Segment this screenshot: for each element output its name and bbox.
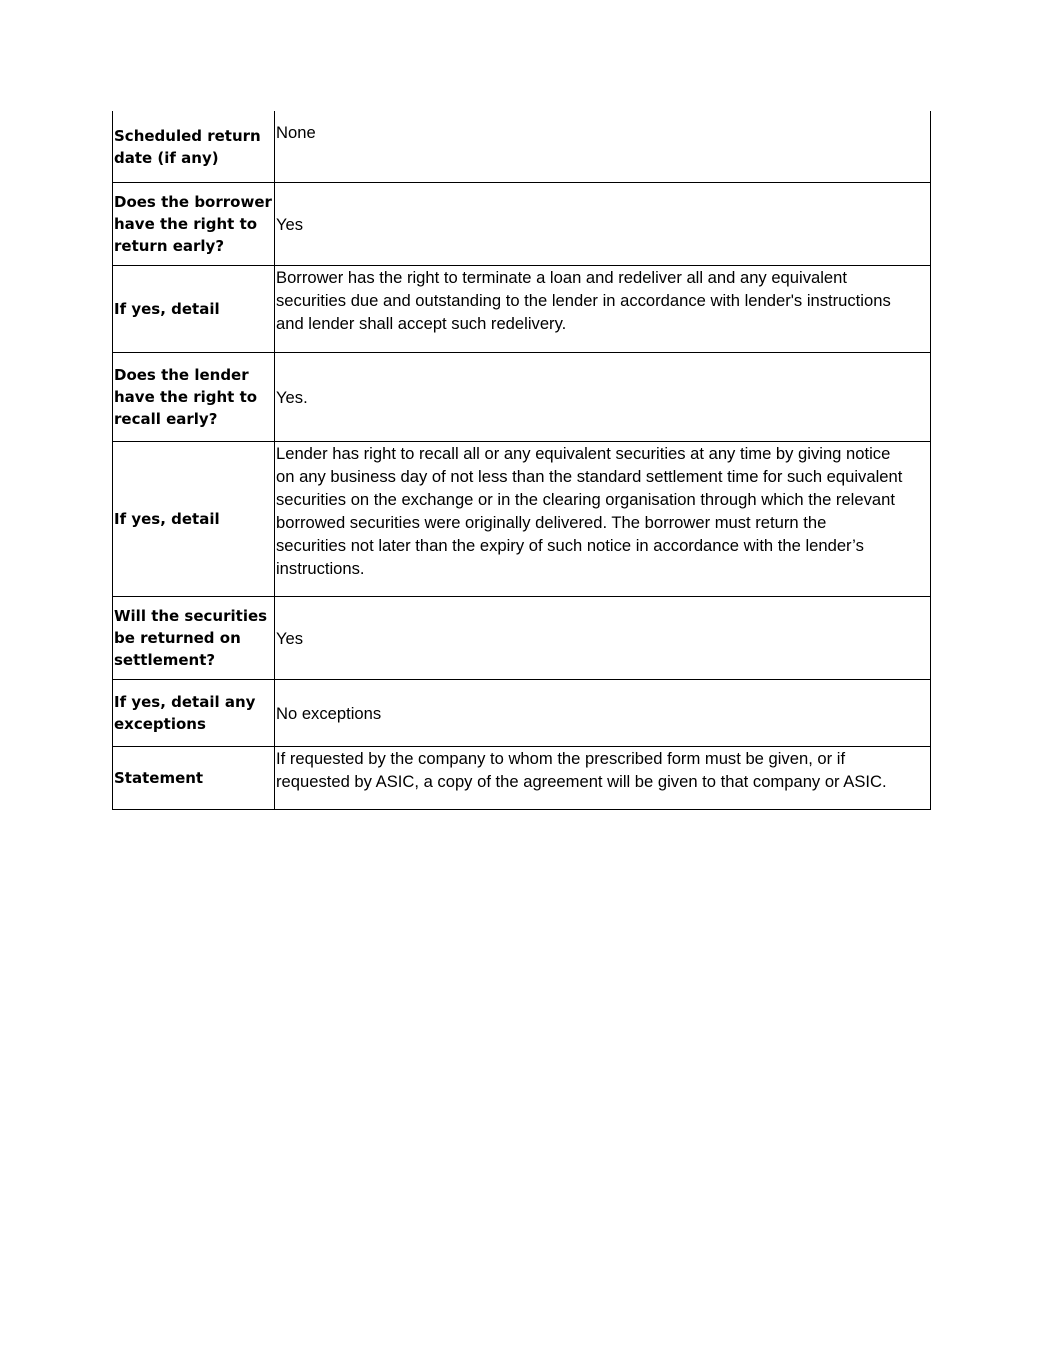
row-label: If yes, detail <box>113 442 275 597</box>
row-label: Does the borrower have the right to return early? <box>113 183 275 266</box>
table-row-scheduled-return-date <box>113 111 931 183</box>
table-row-borrower-detail <box>113 266 931 353</box>
table-row-borrower-return-early <box>113 183 931 266</box>
row-value: Lender has right to recall all or any equivalent securities at any time by giving notice on any business day of not less than the standard settlement time for such equivalent securities on the exchange or in the clearing organisation through which the relevant borrowed securities were originally delivered. The borrower must return the securities not later than the expiry of such notice in accordance with the lender’s instructions. <box>275 442 931 597</box>
row-value: Yes. <box>275 353 931 442</box>
details-table <box>112 111 931 810</box>
row-value: None <box>275 111 931 183</box>
row-value: Borrower has the right to terminate a loan and redeliver all and any equivalent securities due and outstanding to the lender in accordance with lender's instructions and lender shall accept such redelivery. <box>275 266 931 353</box>
row-label: If yes, detail any exceptions <box>113 680 275 747</box>
row-label: If yes, detail <box>113 266 275 353</box>
row-value: Yes <box>275 183 931 266</box>
row-value: If requested by the company to whom the prescribed form must be given, or if requested by ASIC, a copy of the agreement will be given to that company or ASIC. <box>275 747 931 810</box>
row-label: Does the lender have the right to recall early? <box>113 353 275 442</box>
securities-lending-details-sheet <box>112 111 931 810</box>
table-row-lender-detail <box>113 442 931 597</box>
table-row-returned-on-settlement <box>113 597 931 680</box>
table-row-exceptions <box>113 680 931 747</box>
row-value: Yes <box>275 597 931 680</box>
row-label: Scheduled return date (if any) <box>113 111 275 183</box>
table-row-statement <box>113 747 931 810</box>
row-value: No exceptions <box>275 680 931 747</box>
row-label: Statement <box>113 747 275 810</box>
table-row-lender-recall-early <box>113 353 931 442</box>
row-label: Will the securities be returned on settlement? <box>113 597 275 680</box>
